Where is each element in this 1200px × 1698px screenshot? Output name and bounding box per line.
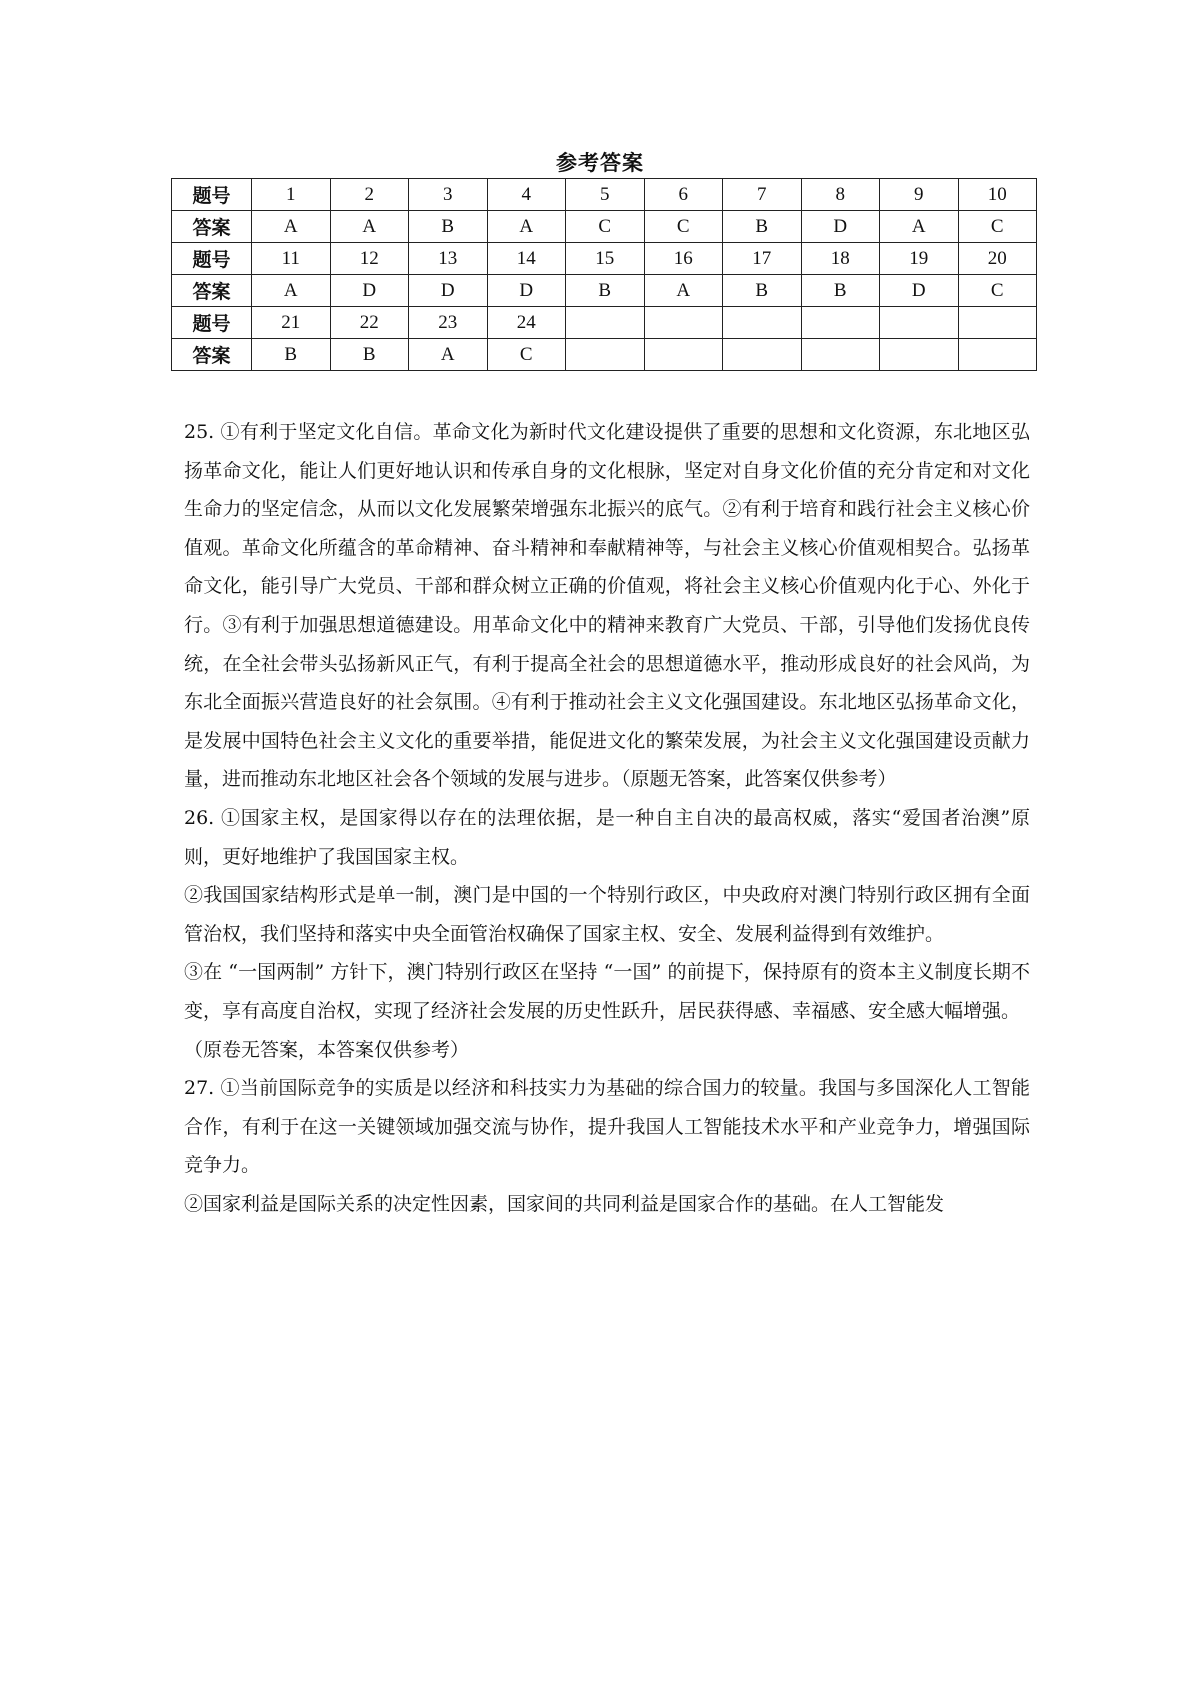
table-cell: 4 — [487, 179, 566, 211]
table-cell: 19 — [880, 243, 959, 275]
table-cell — [880, 339, 959, 371]
table-cell: 13 — [409, 243, 488, 275]
table-cell: C — [487, 339, 566, 371]
table-cell: B — [566, 275, 645, 307]
table-cell — [723, 339, 802, 371]
table-cell — [801, 307, 880, 339]
table-cell: 14 — [487, 243, 566, 275]
table-cell: B — [252, 339, 331, 371]
answer-27-point-1: 27. ①当前国际竞争的实质是以经济和科技实力为基础的综合国力的较量。我国与多国深化人工智能合作，有利于在这一关键领域加强交流与协作，提升我国人工智能技术水平和产业竞争力，增强国际竞争力。 — [184, 1077, 1030, 1177]
table-cell: 1 — [252, 179, 331, 211]
table-cell: 15 — [566, 243, 645, 275]
table-cell: 12 — [330, 243, 409, 275]
table-cell: 3 — [409, 179, 488, 211]
table-cell: 2 — [330, 179, 409, 211]
table-cell: 18 — [801, 243, 880, 275]
table-cell — [958, 307, 1037, 339]
table-cell: 11 — [252, 243, 331, 275]
table-cell: B — [409, 211, 488, 243]
answer-26-point-3: ③在 “一国两制” 方针下，澳门特别行政区在坚持 “一国” 的前提下，保持原有的资本主义制度长期不变，享有高度自治权，实现了经济社会发展的历史性跃升，居民获得感、幸福感、安全感大幅增强。 — [184, 961, 1030, 1022]
table-cell: C — [958, 211, 1037, 243]
row-label: 答案 — [172, 211, 252, 243]
table-row — [172, 211, 1037, 243]
table-cell: D — [487, 275, 566, 307]
table-cell — [801, 339, 880, 371]
table-cell: 16 — [644, 243, 723, 275]
table-cell: A — [330, 211, 409, 243]
answer-table — [171, 178, 1037, 371]
table-cell: 24 — [487, 307, 566, 339]
table-row — [172, 179, 1037, 211]
table-cell: A — [880, 211, 959, 243]
table-row — [172, 339, 1037, 371]
table-row — [172, 307, 1037, 339]
table-cell: 8 — [801, 179, 880, 211]
row-label: 题号 — [172, 179, 252, 211]
row-label: 题号 — [172, 307, 252, 339]
table-cell: D — [880, 275, 959, 307]
table-cell — [566, 339, 645, 371]
table-cell: A — [252, 275, 331, 307]
table-cell — [566, 307, 645, 339]
table-cell: C — [958, 275, 1037, 307]
table-cell: 6 — [644, 179, 723, 211]
table-cell — [644, 339, 723, 371]
table-cell — [644, 307, 723, 339]
table-cell: B — [330, 339, 409, 371]
table-cell: B — [801, 275, 880, 307]
table-cell: A — [252, 211, 331, 243]
row-label: 题号 — [172, 243, 252, 275]
page-title: 参考答案 — [556, 151, 644, 175]
answer-26-point-2: ②我国国家结构形式是单一制，澳门是中国的一个特别行政区，中央政府对澳门特别行政区拥有全面管治权，我们坚持和落实中央全面管治权确保了国家主权、安全、发展利益得到有效维护。 — [184, 884, 1030, 945]
table-cell — [958, 339, 1037, 371]
table-row — [172, 275, 1037, 307]
answer-explanations — [184, 413, 1030, 1223]
table-cell: 22 — [330, 307, 409, 339]
table-row — [172, 243, 1037, 275]
table-cell: D — [330, 275, 409, 307]
table-cell: 5 — [566, 179, 645, 211]
row-label: 答案 — [172, 339, 252, 371]
table-cell: A — [487, 211, 566, 243]
table-cell: 23 — [409, 307, 488, 339]
table-cell: C — [566, 211, 645, 243]
row-label: 答案 — [172, 275, 252, 307]
table-cell: D — [409, 275, 488, 307]
table-cell: 20 — [958, 243, 1037, 275]
answer-26-note: （原卷无答案，本答案仅供参考） — [184, 1038, 470, 1061]
table-cell: 17 — [723, 243, 802, 275]
table-cell: A — [644, 275, 723, 307]
table-cell: D — [801, 211, 880, 243]
table-cell: B — [723, 211, 802, 243]
table-cell: 7 — [723, 179, 802, 211]
table-cell: A — [409, 339, 488, 371]
table-cell: 9 — [880, 179, 959, 211]
answer-26-intro: 26. ①国家主权，是国家得以存在的法理依据，是一种自主自决的最高权威，落实“爱国者治澳”原则，更好地维护了我国国家主权。 — [184, 806, 1030, 868]
table-cell: B — [723, 275, 802, 307]
answer-27-point-2: ②国家利益是国际关系的决定性因素，国家间的共同利益是国家合作的基础。在人工智能发 — [184, 1192, 945, 1215]
answer-25: 25. ①有利于坚定文化自信。革命文化为新时代文化建设提供了重要的思想和文化资源，东北地区弘扬革命文化，能让人们更好地认识和传承自身的文化根脉，坚定对自身文化价值的充分肯定和对文化生命力的坚定信念，从而以文化发展繁荣增强东北振兴的底气。②有利于培育和践行社会主义核心价值观。革命文化所蕴含的革命精神、奋斗精神和奉献精神等，与社会主义核心价值观相契合。弘扬革命文化，能引导广大党员、干部和群众树立正确的价值观，将社会主义核心价值观内化于心、外化于行。③有利于加强思想道德建设。用革命文化中的精神来教育广大党员、干部，引导他们发扬优良传统，在全社会带头弘扬新风正气，有利于提高全社会的思想道德水平，推动形成良好的社会风尚，为东北全面振兴营造良好的社会氛围。④有利于推动社会主义文化强国建设。东北地区弘扬革命文化，是发展中国特色社会主义文化的重要举措，能促进文化的繁荣发展，为社会主义文化强国建设贡献力量，进而推动东北地区社会各个领域的发展与进步。（原题无答案，此答案仅供参考） — [184, 421, 1030, 791]
table-cell — [723, 307, 802, 339]
table-cell: 10 — [958, 179, 1037, 211]
table-cell: C — [644, 211, 723, 243]
table-cell — [880, 307, 959, 339]
table-cell: 21 — [252, 307, 331, 339]
